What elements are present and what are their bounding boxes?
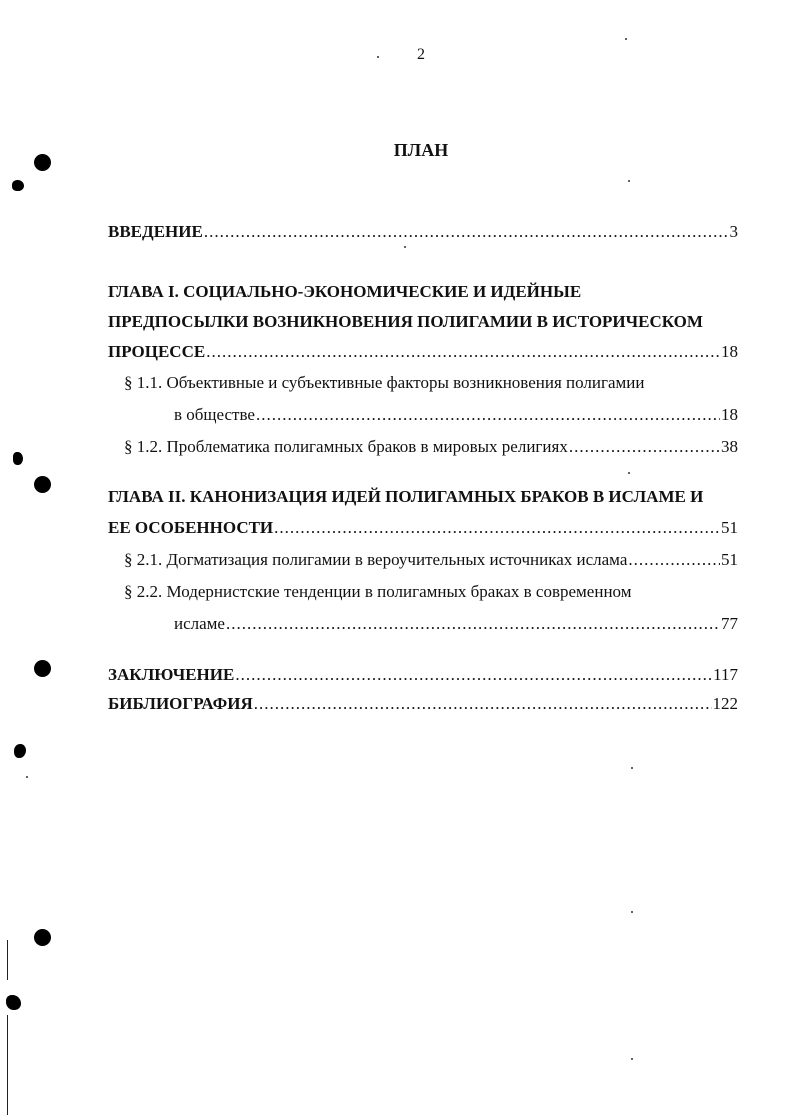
- dot-leader: [204, 220, 729, 244]
- toc-chapter2-title-line2: ЕЕ ОСОБЕННОСТИ: [108, 518, 274, 537]
- scan-speck: [631, 1058, 633, 1060]
- scan-blot-mark: [6, 995, 21, 1010]
- binder-hole-mark: [34, 929, 51, 946]
- dot-leader: [256, 403, 720, 427]
- dot-leader: [206, 340, 720, 364]
- scan-speck: [26, 776, 28, 778]
- toc-section-2-2-line2: исламе: [174, 614, 225, 633]
- toc-section-2-1-page: 51: [721, 550, 738, 569]
- binder-hole-mark: [34, 154, 51, 171]
- toc-chapter2-page: 51: [721, 518, 738, 537]
- toc-chapter1-page: 18: [721, 342, 738, 361]
- toc-bibliography-label: БИБЛИОГРАФИЯ: [108, 694, 253, 713]
- toc-section-1-1-line2: в обществе: [174, 405, 255, 424]
- toc-bibliography-page: 122: [712, 694, 738, 713]
- page-title: ПЛАН: [393, 140, 449, 160]
- toc-section-2-2-page: 77: [721, 614, 738, 633]
- toc-entry-section-2-1: [124, 548, 738, 572]
- dot-leader: [628, 548, 720, 572]
- toc-conclusion-label: ЗАКЛЮЧЕНИЕ: [108, 665, 235, 684]
- scan-blot-mark: [12, 180, 24, 191]
- toc-section-1-1-page: 18: [721, 405, 738, 424]
- toc-intro-label: ВВЕДЕНИЕ: [108, 222, 203, 241]
- page-number: 2: [417, 46, 425, 63]
- scan-speck: [377, 56, 379, 58]
- toc-section-1-1-line1: § 1.1. Объективные и субъективные факторы возникновения полигамии: [124, 373, 645, 392]
- toc-entry-section-2-2: [174, 612, 738, 636]
- toc-chapter1-title-line3: ПРОЦЕССЕ: [108, 342, 206, 361]
- toc-entry-chapter1: [108, 340, 738, 364]
- scan-speck: [631, 767, 633, 769]
- dot-leader: [569, 435, 720, 459]
- toc-chapter1-title-line2: ПРЕДПОСЫЛКИ ВОЗНИКНОВЕНИЯ ПОЛИГАМИИ В ИСТОРИЧЕСКОМ: [108, 312, 703, 331]
- toc-section-1-2-line1: § 1.2. Проблематика полигамных браков в мировых религиях: [124, 437, 568, 456]
- scan-speck: [628, 180, 630, 182]
- scan-blot-mark: [14, 744, 26, 758]
- scan-speck: [625, 38, 627, 40]
- binder-hole-mark: [34, 660, 51, 677]
- toc-entry-conclusion: [108, 663, 738, 687]
- toc-entry-intro: [108, 220, 738, 244]
- toc-entry-section-1-1: [174, 403, 738, 427]
- dot-leader: [274, 516, 720, 540]
- binder-hole-mark: [34, 476, 51, 493]
- scan-speck: [404, 246, 406, 248]
- scan-speck: [628, 472, 630, 474]
- dot-leader: [226, 612, 720, 636]
- scan-edge-line: [7, 1015, 8, 1115]
- toc-intro-page: 3: [729, 222, 738, 241]
- dot-leader: [235, 663, 712, 687]
- toc-section-2-2-line1: § 2.2. Модернистские тенденции в полигамных браках в современном: [124, 582, 632, 601]
- scan-speck: [631, 911, 633, 913]
- toc-chapter2-title-line1: ГЛАВА II. КАНОНИЗАЦИЯ ИДЕЙ ПОЛИГАМНЫХ БРАКОВ В ИСЛАМЕ И: [108, 487, 704, 506]
- scan-edge-line: [7, 940, 8, 980]
- scan-blot-mark: [13, 452, 23, 465]
- toc-entry-section-1-2: [124, 435, 738, 459]
- toc-conclusion-page: 117: [713, 665, 738, 684]
- toc-section-1-2-page: 38: [721, 437, 738, 456]
- toc-entry-chapter2: [108, 516, 738, 540]
- toc-section-2-1-line1: § 2.1. Догматизация полигамии в вероучительных источниках ислама: [124, 550, 628, 569]
- toc-chapter1-title-line1: ГЛАВА I. СОЦИАЛЬНО-ЭКОНОМИЧЕСКИЕ И ИДЕЙНЫЕ: [108, 282, 582, 301]
- dot-leader: [254, 692, 712, 716]
- toc-entry-bibliography: [108, 692, 738, 716]
